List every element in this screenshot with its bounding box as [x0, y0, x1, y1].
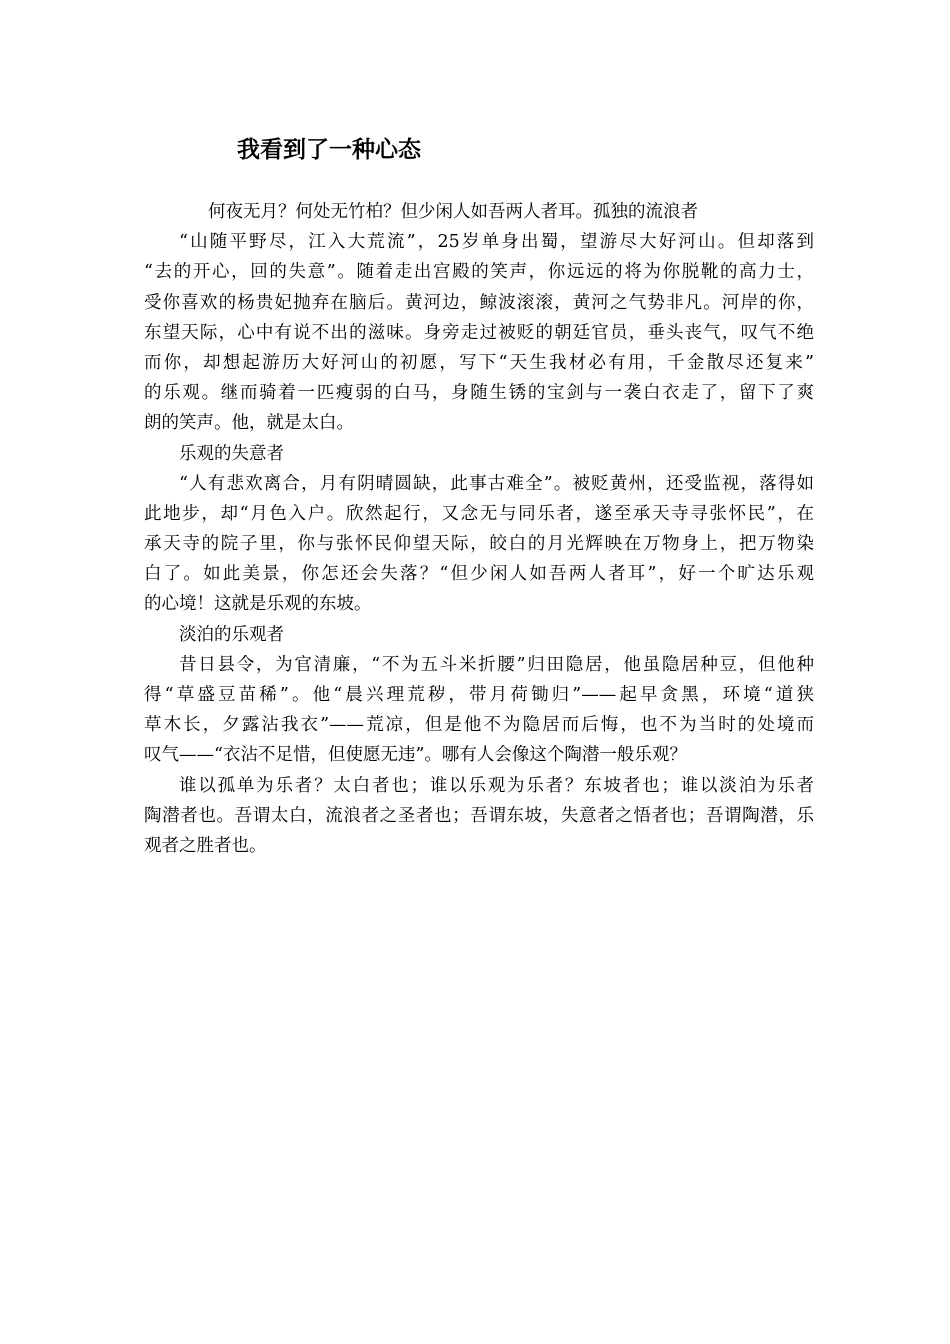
body-line: 承天寺的院子里，你与张怀民仰望天际，皎白的月光辉映在万物身上，把万物染: [144, 534, 814, 555]
body-line: 受你喜欢的杨贵妃抛弃在脑后。黄河边，鲸波滚滚，黄河之气势非凡。河岸的你，: [144, 292, 814, 313]
body-line: 此地步，却“月色入户。欣然起行，又念无与同乐者，遂至承天寺寻张怀民”，在: [144, 503, 814, 524]
body-line: 得“草盛豆苗稀”。他“晨兴理荒秽，带月荷锄归”——起早贪黑，环境“道狭: [144, 685, 814, 705]
body-line: “山随平野尽，江入大荒流”，25岁单身出蜀，望游尽大好河山。但却落到: [179, 232, 814, 253]
body-line: 东望天际，心中有说不出的滋味。身旁走过被贬的朝廷官员，垂头丧气，叹气不绝: [144, 322, 814, 343]
body-line: 陶潜者也。吾谓太白，流浪者之圣者也；吾谓东坡，失意者之悟者也；吾谓陶潜，乐: [144, 805, 814, 826]
body-line: 草木长，夕露沾我衣”——荒凉，但是他不为隐居而后悔，也不为当时的处境而: [144, 715, 814, 736]
body-line: 观者之胜者也。: [144, 835, 267, 856]
body-line: 而你，却想起游历大好河山的初愿，写下“天生我材必有用，千金散尽还复来”: [144, 352, 814, 373]
body-line: 谁以孤单为乐者？太白者也；谁以乐观为乐者？东坡者也；谁以淡泊为乐者: [179, 775, 814, 796]
body-line: 朗的笑声。他，就是太白。: [144, 413, 354, 434]
body-line: 的乐观。继而骑着一匹瘦弱的白马，身随生锈的宝剑与一袭白衣走了，留下了爽: [144, 383, 814, 404]
body-line: 淡泊的乐观者: [179, 624, 284, 645]
body-line: 何夜无月？何处无竹柏？但少闲人如吾两人者耳。孤独的流浪者: [208, 202, 698, 222]
body-line: 白了。如此美景，你怎还会失落？“但少闲人如吾两人者耳”，好一个旷达乐观: [144, 564, 814, 585]
body-line: 昔日县令，为官清廉，“不为五斗米折腰”归田隐居，他虽隐居种豆，但他种: [179, 654, 814, 675]
document-title: 我看到了一种心态: [237, 137, 421, 163]
document-body: [144, 197, 814, 861]
body-line: “去的开心，回的失意”。随着走出宫殿的笑声，你远远的将为你脱靴的高力士，: [144, 262, 814, 283]
body-line: 的心境！这就是乐观的东坡。: [144, 594, 372, 615]
body-line: 乐观的失意者: [179, 443, 284, 464]
body-line: “人有悲欢离合，月有阴晴圆缺，此事古难全”。被贬黄州，还受监视，落得如: [179, 473, 814, 494]
body-line: 叹气——“衣沾不足惜，但使愿无违”。哪有人会像这个陶潜一般乐观？: [144, 745, 687, 766]
